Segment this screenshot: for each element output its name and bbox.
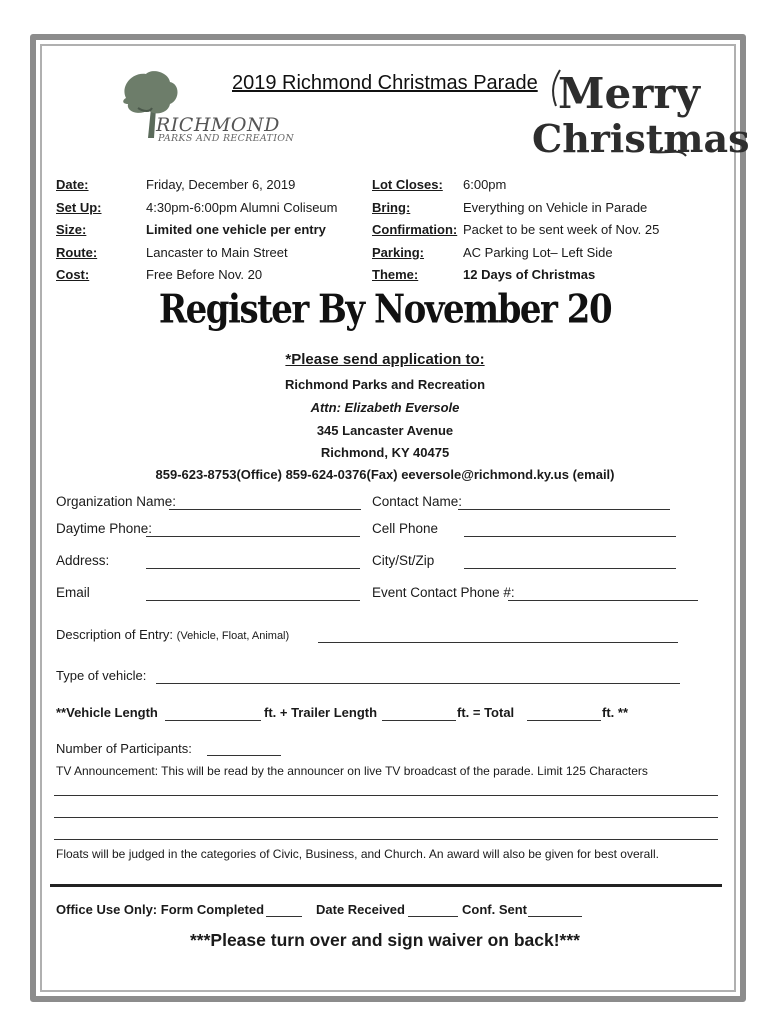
- tv-announcement-label: TV Announcement: This will be read by the announcer on live TV broadcast of the parade. Limit 125 Characters: [56, 764, 648, 778]
- info-left-value-0: Friday, December 6, 2019: [146, 177, 296, 192]
- office-conf-sent-line[interactable]: [528, 916, 582, 917]
- participants-line[interactable]: [207, 755, 281, 756]
- merry-christmas-logo: [530, 60, 750, 164]
- vehicle-type-label: Type of vehicle:: [56, 668, 147, 683]
- trailer-length-line[interactable]: [382, 720, 456, 721]
- info-left-label-0: Date:: [56, 177, 89, 192]
- cell-phone-line[interactable]: [464, 536, 676, 537]
- send-heading: *Please send application to:: [285, 351, 485, 368]
- divider: [50, 884, 722, 887]
- office-date-received-label: Date Received: [316, 902, 405, 917]
- office-form-completed-line[interactable]: [266, 916, 302, 917]
- description-label: Description of Entry:: [56, 627, 174, 642]
- info-left-value-4: Free Before Nov. 20: [146, 267, 263, 282]
- tv-announcement-line-3[interactable]: [54, 839, 718, 840]
- office-conf-sent-label: Conf. Sent: [462, 902, 527, 917]
- cell-phone-label: Cell Phone: [372, 521, 439, 536]
- description-row: [56, 627, 289, 642]
- info-right-label-4: Theme:: [372, 267, 419, 282]
- send-attn: Attn: Elizabeth Eversole: [310, 400, 460, 415]
- info-right-value-1: Everything on Vehicle in Parade: [463, 199, 648, 215]
- email-label: Email: [56, 585, 90, 600]
- info-left-label-1: Set Up:: [56, 199, 102, 215]
- city-st-zip-line[interactable]: [464, 568, 676, 569]
- org-name-label: Organization Name:: [56, 494, 177, 509]
- total-length-label: ft. = Total: [457, 705, 515, 720]
- org-name-line[interactable]: [169, 509, 361, 510]
- info-left-label-4: Cost:: [56, 267, 90, 282]
- info-left-label-2: Size:: [56, 222, 87, 237]
- send-street: 345 Lancaster Avenue: [316, 423, 454, 438]
- info-left-value-1: 4:30pm-6:00pm Alumni Coliseum: [146, 199, 338, 215]
- info-right-label-1: Bring:: [372, 199, 411, 215]
- logo-subtitle: PARKS AND RECREATION: [158, 133, 294, 144]
- info-right-value-2: Packet to be sent week of Nov. 25: [463, 222, 660, 237]
- description-hint: (Vehicle, Float, Animal): [176, 630, 290, 642]
- info-right-value-0: 6:00pm: [463, 177, 507, 192]
- city-st-zip-label: City/St/Zip: [372, 553, 435, 568]
- info-right-label-0: Lot Closes:: [372, 177, 443, 192]
- christmas-text: Christmas: [532, 116, 750, 161]
- description-line[interactable]: [318, 642, 678, 643]
- info-right-value-4: 12 Days of Christmas: [463, 267, 596, 282]
- vehicle-type-line[interactable]: [156, 683, 680, 684]
- info-left-value-2: Limited one vehicle per entry: [146, 222, 326, 237]
- page-title: 2019 Richmond Christmas Parade: [232, 72, 538, 94]
- participants-label: Number of Participants:: [56, 741, 192, 756]
- vehicle-length-line[interactable]: [165, 720, 261, 721]
- address-label: Address:: [56, 553, 110, 568]
- event-phone-line[interactable]: [508, 600, 698, 601]
- contact-name-label: Contact Name:: [372, 494, 463, 509]
- send-city: Richmond, KY 40475: [320, 445, 450, 460]
- send-org: Richmond Parks and Recreation: [284, 377, 486, 392]
- total-length-line[interactable]: [527, 720, 601, 721]
- judging-note: Floats will be judged in the categories of Civic, Business, and Church. An award will also be given for best overall.: [56, 847, 659, 861]
- register-banner: Register By November 20: [158, 287, 612, 333]
- waiver-note: ***Please turn over and sign waiver on back!***: [189, 930, 580, 950]
- total-length-end: ft. **: [602, 705, 628, 720]
- info-right-label-3: Parking:: [372, 244, 425, 260]
- info-left-label-3: Route:: [56, 244, 98, 260]
- daytime-phone-label: Daytime Phone:: [56, 521, 153, 536]
- merry-text: Merry: [558, 69, 700, 118]
- office-date-received-line[interactable]: [408, 916, 458, 917]
- office-form-completed-label: Office Use Only: Form Completed: [56, 902, 265, 917]
- address-line[interactable]: [146, 568, 360, 569]
- info-right-value-3: AC Parking Lot– Left Side: [463, 244, 613, 260]
- send-contact: 859-623-8753(Office) 859-624-0376(Fax) eeversole@richmond.ky.us (email): [155, 467, 615, 482]
- tv-announcement-line-1[interactable]: [54, 795, 718, 796]
- event-phone-label: Event Contact Phone #:: [372, 585, 515, 600]
- vehicle-length-label: **Vehicle Length: [56, 705, 158, 720]
- email-line[interactable]: [146, 600, 360, 601]
- logo-name: RICHMOND: [156, 114, 280, 136]
- tv-announcement-line-2[interactable]: [54, 817, 718, 818]
- info-right-label-2: Confirmation:: [372, 222, 458, 237]
- daytime-phone-line[interactable]: [146, 536, 360, 537]
- contact-name-line[interactable]: [458, 509, 670, 510]
- info-left-value-3: Lancaster to Main Street: [146, 244, 288, 260]
- trailer-length-label: ft. + Trailer Length: [264, 705, 378, 720]
